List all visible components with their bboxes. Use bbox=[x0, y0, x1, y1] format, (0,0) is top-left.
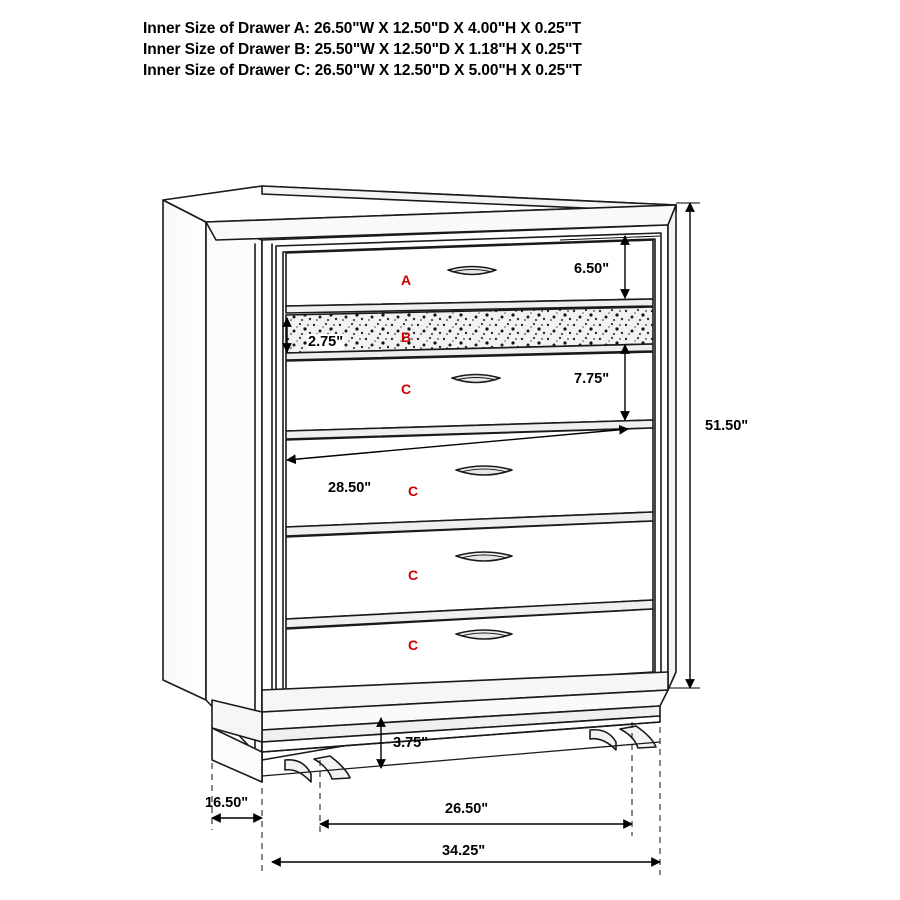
drawer-label-b: B bbox=[401, 329, 412, 345]
dim-drawer-width: 28.50" bbox=[328, 480, 372, 496]
drawer-label-a: A bbox=[401, 272, 412, 288]
drawer-label-c1: C bbox=[401, 381, 412, 397]
spec-line-drawer-b: Inner Size of Drawer B: 25.50"W X 12.50"D X 1.18"H X 0.25"T bbox=[143, 41, 582, 58]
drawer-label-c3: C bbox=[408, 567, 419, 583]
spec-line-drawer-a: Inner Size of Drawer A: 26.50"W X 12.50"D X 4.00"H X 0.25"T bbox=[143, 20, 582, 37]
dim-total-height: 51.50" bbox=[705, 418, 749, 434]
dim-depth: 16.50" bbox=[205, 795, 249, 811]
dim-drawer-a-height: 6.50" bbox=[574, 261, 610, 277]
dim-base-width: 26.50" bbox=[445, 801, 489, 817]
drawer-label-c2: C bbox=[408, 483, 419, 499]
dim-drawer-c-height: 7.75" bbox=[574, 371, 610, 387]
spec-line-drawer-c: Inner Size of Drawer C: 26.50"W X 12.50"D X 5.00"H X 0.25"T bbox=[143, 62, 582, 79]
dim-total-width: 34.25" bbox=[442, 843, 486, 859]
drawer-label-c4: C bbox=[408, 637, 419, 653]
dim-drawer-b-height: 2.75" bbox=[308, 334, 344, 350]
dim-leg-height: 3.75" bbox=[393, 735, 429, 751]
